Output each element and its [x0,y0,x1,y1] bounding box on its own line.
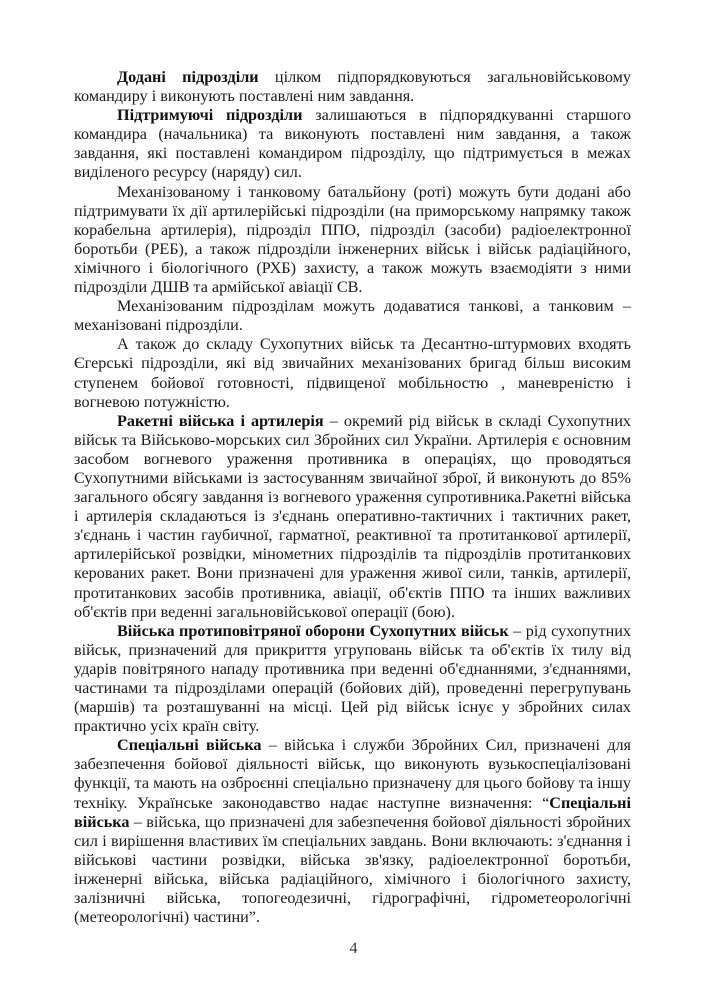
document-page [74,68,631,927]
paragraph-attached-units [74,68,631,106]
paragraph-text: А також до складу Сухопутних військ та Десантно-штурмових входять Єгерські підрозділи, які від звичайних механізованих бригад більш високим ступенем бойової готовності, підвищеної мобільностю , маневреністю і вогневою потужністю. [74,335,631,411]
term-special-forces-quoted: Спеціальні війська [74,793,631,831]
paragraph-text: – рід сухопутних військ, призначений для прикриття угруповань військ та об'єктів їх тилу від ударів повітряного нападу противника при веденні об'єднаннями, з'єднаннями, частинами та підрозділами операцій (бойових дій), проведенні перегрупувань (маршів) та розташуванні на місці. Цей рід військ існує у збройних силах практично усіх країн світу. [74,621,631,736]
term-special-forces: Спеціальні війська [117,736,262,755]
paragraph-special-forces [74,736,631,927]
paragraph-text: залишаються в підпорядкуванні старшого командира (начальника) та виконують поставлені ним завдання, а також завдання, які поставлені командиром підрозділу, що підтримується в межах виділеного ресурсу (наряду) сил. [74,106,631,182]
paragraph-text-continued: – війська, що призначені для забезпечення бойової діяльності збройних сил і вирішення властивих їм спеціальних завдань. Вони включають: з'єднання і військові частини розвідки, війська зв'язку, радіоелектронної боротьби, інженерні війська, війська радіаційного, хімічного і біологічного захисту, залізничні війська, топогеодезичні, гідрографічні, гідрометеорологічні (метеорологічні) частини”. [74,812,631,927]
term-attached-units: Додані підрозділи [117,68,259,86]
paragraph-supporting-units [74,106,631,182]
paragraph-mechanized-tank [74,297,631,335]
paragraph-battalion-support [74,183,631,298]
paragraph-missile-artillery [74,412,631,622]
paragraph-text: Механізованому і танковому батальйону (роті) можуть бути додані або підтримувати їх дії артилерійські підрозділи (на приморському напрямку також корабельна артилерія), підрозділ ППО, підрозділ (засоби) радіоелектронної боротьби (РЕБ), а також підрозділи інженерних військ і військ радіаційного, хімічного і біологічного (РХБ) захисту, а також можуть взаємодіяти з ними підрозділи ДШВ та армійської авіації СВ. [74,182,631,297]
paragraph-air-defense [74,622,631,737]
term-supporting-units: Підтримуючі підрозділи [117,106,303,125]
term-missile-artillery: Ракетні війська і артилерія [117,411,324,430]
paragraph-text: Механізованим підрозділам можуть додаватися танкові, а танковим – механізовані підрозділи. [74,297,631,335]
paragraph-jaeger-units [74,335,631,411]
paragraph-text: – війська і служби Збройних Сил, призначені для забезпечення бойової діяльності військ, що виконують вузькоспеціалізовані функції, та мають на озброєнні спеціально призначену для цього бойову та іншу техніку. Українське законодавство надає наступне визначення: “ [74,736,631,812]
paragraph-text: цілком підпорядковуються загальновійськовому командиру і виконують поставлені ним завдання. [74,68,631,106]
term-air-defense: Війська протиповітряної оборони Сухопутних військ [117,621,509,640]
page-number: 4 [349,940,358,957]
paragraph-text: – окремий рід військ в складі Сухопутних військ та Військово-морських сил Збройних сил України. Артилерія є основним засобом вогневого ураження противника в операціях, що проводяться Сухопутними військами із застосуванням звичайної зброї, й виконують до 85% загального обсягу завдання із вогневого ураження супротивника.Ракетні війська і артилерія складаються із з'єднань оперативно-тактичних і тактичних ракет, з'єднань і частин гаубичної, гарматної, реактивної та протитанкової артилерії, артилерійської розвідки, мінометних підрозділів та підрозділів протитанкових керованих ракет. Вони призначені для ураження живої сили, танків, артилерії, протитанкових засобів противника, авіації, об'єктів ППО та інших важливих об'єктів при веденні загальновійськової операції (бою). [74,411,631,621]
